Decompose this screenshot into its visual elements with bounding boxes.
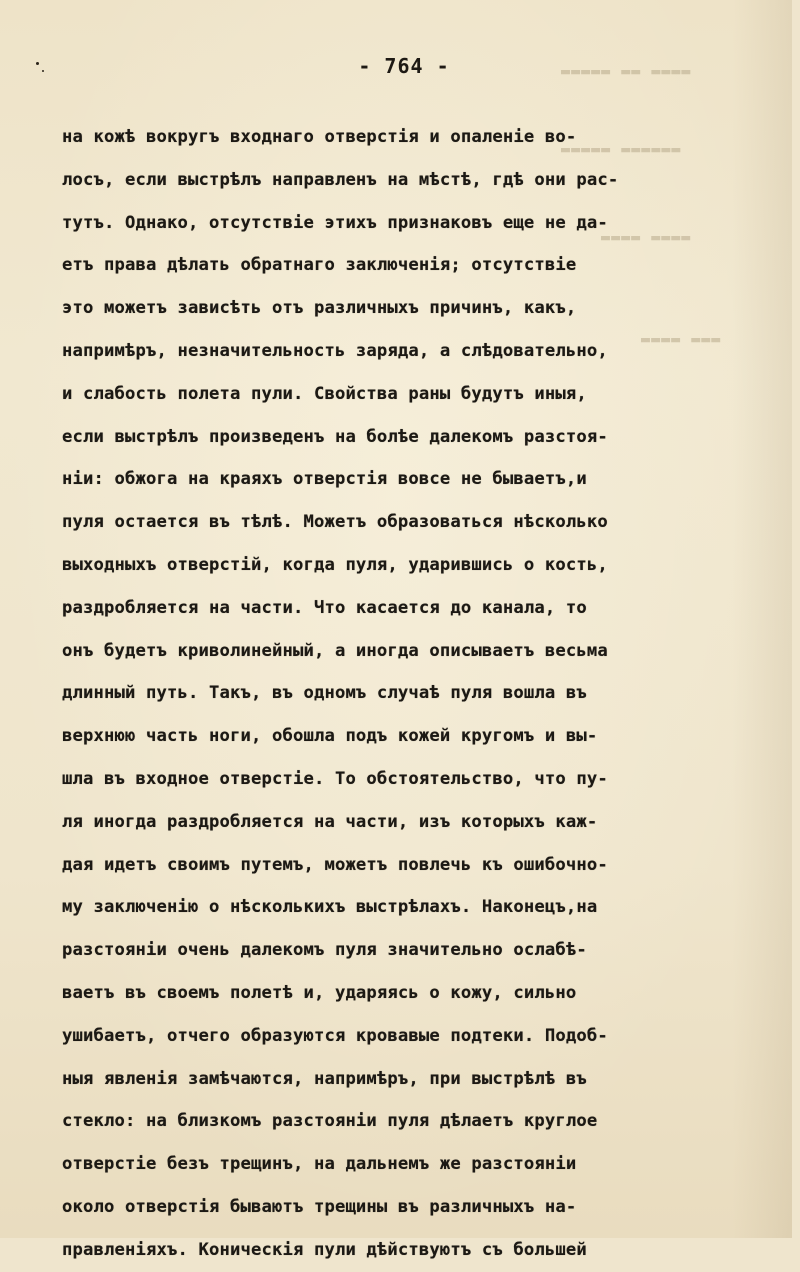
text-line: ніи: обжога на краяхъ отверстія вовсе не бываетъ,и: [62, 469, 587, 490]
text-line: ваетъ въ своемъ полетѣ и, ударяясь о кожу, сильно: [62, 982, 577, 1003]
text-line: онъ будетъ криволинейный, а иногда описываетъ весьма: [62, 640, 608, 661]
text-line: раздробляется на части. Что касается до канала, то: [62, 597, 587, 618]
text-line: выходныхъ отверстій, когда пуля, ударившись о кость,: [62, 554, 608, 575]
text-line: ушибаетъ, отчего образуются кровавые подтеки. Подоб-: [62, 1025, 608, 1046]
text-line: разстояніи очень далекомъ пуля значительно ослабѣ-: [62, 940, 587, 961]
text-line: и слабость полета пули. Свойства раны будутъ иныя,: [62, 383, 587, 404]
text-line: дая идетъ своимъ путемъ, можетъ повлечь къ ошибочно-: [62, 854, 608, 875]
bleed-through-mark: ▬▬▬▬ ▬▬ ▬▬▬▬▬: [560, 62, 691, 80]
text-line: лосъ, если выстрѣлъ направленъ на мѣстѣ, гдѣ они рас-: [62, 169, 619, 190]
text-line: на кожѣ вокругъ входнаго отверстія и опаленіе во-: [62, 127, 577, 147]
text-line: верхнюю часть ноги, обошла подъ кожей кругомъ и вы-: [62, 726, 598, 747]
text-line: если выстрѣлъ произведенъ на болѣе далекомъ разстоя-: [62, 426, 608, 447]
text-line: это можетъ зависѣть отъ различныхъ причинъ, какъ,: [62, 298, 577, 319]
text-line: правленіяхъ. Коническія пули дѣйствуютъ съ большей: [62, 1239, 587, 1260]
text-line: пуля остается въ тѣлѣ. Можетъ образоваться нѣсколько: [62, 512, 608, 533]
page-number: - 764 -: [358, 54, 450, 78]
text-line: етъ права дѣлать обратнаго заключенія; отсутствіе: [62, 255, 577, 276]
bleed-through-mark: ▬▬▬ ▬▬▬▬: [640, 330, 721, 348]
body-text: [62, 116, 752, 1272]
text-line: около отверстія бываютъ трещины въ различныхъ на-: [62, 1196, 577, 1217]
bleed-through-mark: ▬▬▬▬▬▬ ▬▬▬▬▬: [560, 140, 681, 158]
text-line: му заключенію о нѣсколькихъ выстрѣлахъ. Наконецъ,на: [62, 897, 598, 918]
text-line: стекло: на близкомъ разстояніи пуля дѣлаетъ круглое: [62, 1111, 598, 1132]
text-line: тутъ. Однако, отсутствіе этихъ признаковъ еще не да-: [62, 212, 608, 233]
text-line: отверстіе безъ трещинъ, на дальнемъ же разстояніи: [62, 1154, 577, 1175]
text-line: напримѣръ, незначительность заряда, а слѣдовательно,: [62, 340, 608, 361]
text-line: ля иногда раздробляется на части, изъ которыхъ каж-: [62, 811, 598, 832]
text-line: ныя явленія замѣчаются, напримѣръ, при выстрѣлѣ въ: [62, 1068, 587, 1089]
bleed-through-mark: ▬▬▬▬ ▬▬▬▬: [600, 228, 691, 246]
text-line: шла въ входное отверстіе. То обстоятельство, что пу-: [62, 768, 608, 789]
text-line: длинный путь. Такъ, въ одномъ случаѣ пуля вошла въ: [62, 683, 587, 704]
